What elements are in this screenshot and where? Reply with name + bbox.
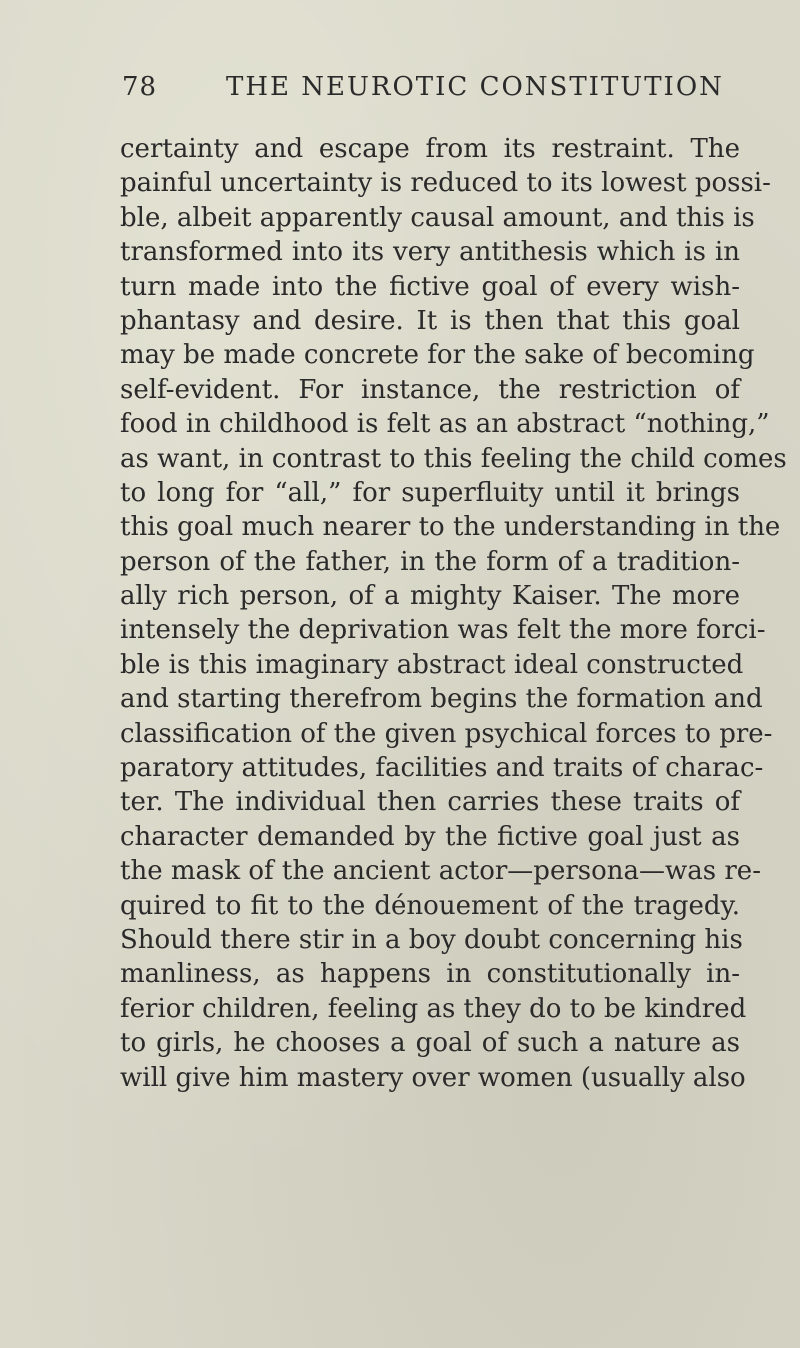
text-line: certainty and escape from its restraint. The — [120, 134, 740, 164]
text-line: the mask of the ancient actor—persona—was re- — [120, 856, 761, 887]
text-line: will give him mastery over women (usually also — [120, 1062, 746, 1093]
text-line: character demanded by the fictive goal just as — [120, 821, 740, 852]
text-line: phantasy and desire. It is then that this goal — [120, 305, 740, 336]
text-line: quired to fit to the dénouement of the tragedy. — [120, 890, 740, 921]
text-line: manliness, as happens in constitutionally in- — [120, 959, 740, 990]
text-line: transformed into its very antithesis which is in — [120, 237, 740, 268]
text-line: intensely the deprivation was felt the more forci- — [120, 615, 766, 646]
text-line: ally rich person, of a mighty Kaiser. The more — [120, 581, 740, 612]
text-line: ferior children, feeling as they do to be kindred — [120, 993, 747, 1024]
text-line: and starting therefrom begins the formation and — [120, 684, 763, 715]
text-line: paratory attitudes, facilities and traits of charac- — [120, 753, 764, 784]
text-line: to girls, he chooses a goal of such a nature as — [120, 1028, 740, 1059]
text-line: ble, albeit apparently causal amount, and this is — [120, 202, 755, 233]
text-line: this goal much nearer to the understanding in the — [120, 512, 781, 543]
text-line: to long for “all,” for superfluity until it brings — [120, 477, 740, 508]
text-line: Should there stir in a boy doubt concerning his — [120, 924, 743, 955]
text-line: may be made concrete for the sake of becoming — [120, 340, 755, 371]
text-line: turn made into the fictive goal of every wish- — [120, 271, 740, 302]
text-line: self-evident. For instance, the restriction of — [120, 374, 740, 405]
running-head — [122, 72, 762, 112]
text-line: ter. The individual then carries these traits of — [120, 787, 740, 818]
text-line: as want, in contrast to this feeling the child comes — [120, 443, 787, 474]
text-line: food in childhood is felt as an abstract “nothing,” — [120, 409, 770, 440]
text-line: person of the father, in the form of a tradition- — [120, 546, 740, 577]
text-line: painful uncertainty is reduced to its lowest possi- — [120, 168, 771, 199]
page-number: 78 — [122, 72, 158, 102]
body-text — [120, 132, 787, 1095]
running-title: THE NEUROTIC CONSTITUTION — [226, 72, 724, 102]
text-line: classification of the given psychical forces to pre- — [120, 718, 773, 749]
text-line: ble is this imaginary abstract ideal constructed — [120, 649, 744, 680]
